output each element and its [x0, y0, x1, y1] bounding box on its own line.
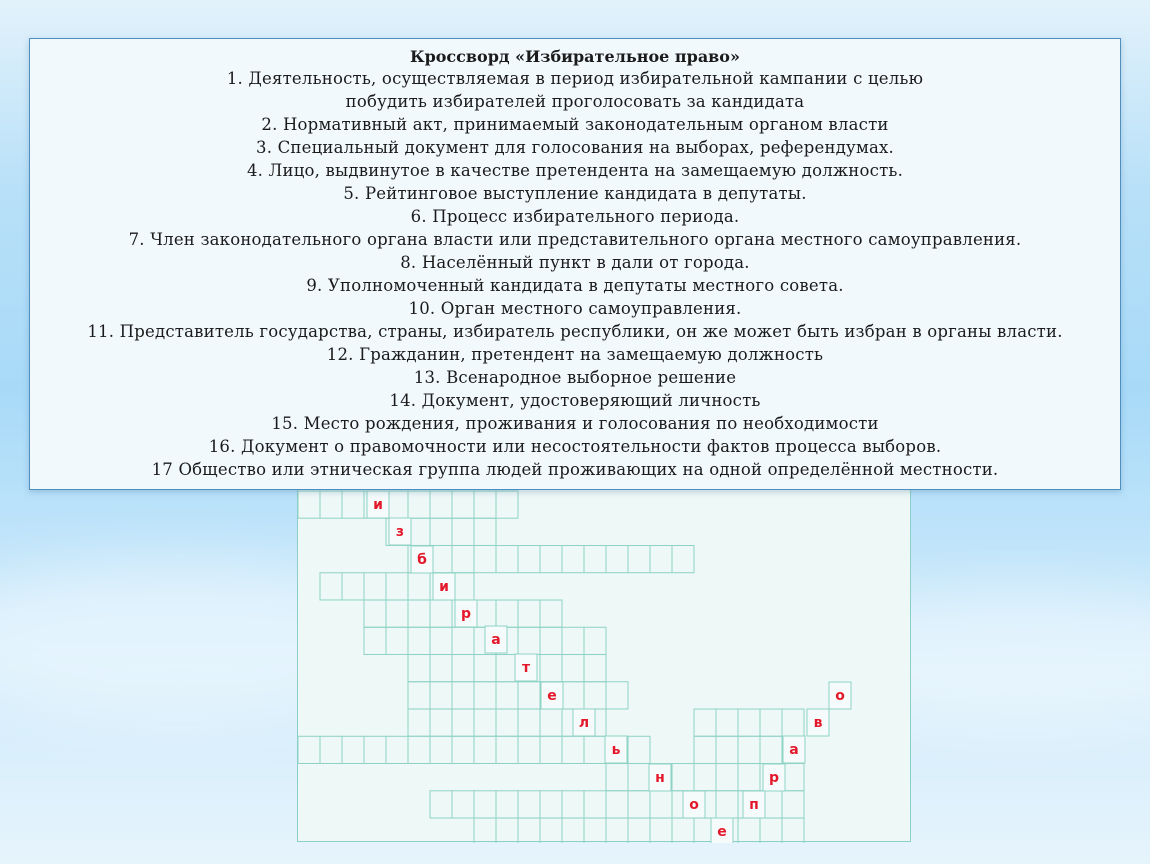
keyword-letter: и: [373, 497, 383, 513]
grid-cell[interactable]: [496, 709, 518, 736]
grid-cell[interactable]: [562, 627, 584, 654]
grid-cell[interactable]: [562, 655, 584, 682]
grid-cell[interactable]: [650, 546, 672, 573]
grid-cell[interactable]: [606, 546, 628, 573]
grid-cell[interactable]: [694, 709, 716, 736]
grid-cell[interactable]: [320, 736, 342, 763]
keyword-letter: з: [395, 524, 405, 540]
grid-cell[interactable]: [518, 600, 540, 627]
grid-cell[interactable]: [430, 627, 452, 654]
grid-cell[interactable]: [364, 736, 386, 763]
grid-cell[interactable]: [716, 764, 738, 791]
grid-cell[interactable]: [298, 491, 320, 518]
grid-cell[interactable]: [650, 791, 672, 818]
grid-cell[interactable]: [474, 736, 496, 763]
grid-cell[interactable]: [518, 709, 540, 736]
keyword-letter: р: [460, 606, 472, 622]
grid-cell[interactable]: [386, 736, 408, 763]
grid-cell[interactable]: [452, 791, 474, 818]
grid-cell[interactable]: [606, 682, 628, 709]
clue-line: 17 Общество или этническая группа людей проживающих на одной определённой местности.: [151, 460, 999, 479]
grid-cell[interactable]: [342, 736, 364, 763]
grid-cell[interactable]: [628, 791, 650, 818]
grid-cell[interactable]: [496, 736, 518, 763]
clue-list: [30, 67, 1120, 481]
grid-cell[interactable]: [496, 682, 518, 709]
grid-cell[interactable]: [672, 546, 694, 573]
grid-cell[interactable]: [738, 818, 760, 843]
clues-card: [29, 38, 1121, 490]
grid-cell[interactable]: [452, 518, 474, 545]
grid-cell[interactable]: [320, 491, 342, 518]
grid-cell[interactable]: [474, 818, 496, 843]
grid-cell[interactable]: [408, 573, 430, 600]
grid-cell[interactable]: [496, 600, 518, 627]
keyword-letter: е: [717, 824, 727, 840]
clue-line: 2. Нормативный акт, принимаемый законодательным органом власти: [261, 115, 889, 134]
keyword-letter: п: [749, 797, 759, 813]
grid-cell[interactable]: [584, 655, 606, 682]
grid-cell[interactable]: [672, 764, 694, 791]
grid-cell[interactable]: [518, 736, 540, 763]
grid-cell[interactable]: [342, 573, 364, 600]
grid-cell[interactable]: [452, 709, 474, 736]
clue-line: 1. Деятельность, осуществляемая в период избирательной кампании с целью: [226, 69, 924, 88]
grid-cell[interactable]: [782, 818, 804, 843]
grid-cell[interactable]: [540, 709, 562, 736]
grid-cell[interactable]: [386, 627, 408, 654]
grid-cell[interactable]: [760, 818, 782, 843]
grid-cell[interactable]: [474, 709, 496, 736]
clue-line: 9. Уполномоченный кандидата в депутаты местного совета.: [306, 276, 844, 295]
clue-line: 13. Всенародное выборное решение: [413, 368, 737, 387]
grid-cell[interactable]: [628, 818, 650, 843]
grid-cell[interactable]: [408, 491, 430, 518]
keyword-letter: л: [578, 715, 590, 731]
keyword-letter: ь: [611, 742, 621, 758]
grid-cell[interactable]: [694, 764, 716, 791]
grid-cell[interactable]: [540, 600, 562, 627]
grid-cell[interactable]: [540, 655, 562, 682]
clue-line: 5. Рейтинговое выступление кандидата в депутаты.: [343, 184, 807, 203]
grid-cell[interactable]: [694, 736, 716, 763]
grid-cell[interactable]: [496, 491, 518, 518]
keyword-letter: н: [655, 770, 665, 786]
grid-cell[interactable]: [782, 791, 804, 818]
clue-line: 14. Документ, удостоверяющий личность: [389, 391, 761, 410]
grid-cell[interactable]: [518, 682, 540, 709]
grid-cell[interactable]: [562, 736, 584, 763]
grid-cell[interactable]: [760, 709, 782, 736]
grid-cell[interactable]: [562, 791, 584, 818]
grid-cell[interactable]: [430, 709, 452, 736]
grid-cell[interactable]: [430, 736, 452, 763]
grid-cell[interactable]: [408, 655, 430, 682]
grid-cell[interactable]: [540, 818, 562, 843]
grid-cell[interactable]: [408, 682, 430, 709]
grid-cell[interactable]: [298, 736, 320, 763]
grid-cell[interactable]: [628, 764, 650, 791]
grid-cell[interactable]: [760, 736, 782, 763]
grid-cell[interactable]: [518, 818, 540, 843]
clue-line: 8. Населённый пункт в дали от города.: [400, 253, 750, 272]
grid-cell[interactable]: [562, 546, 584, 573]
grid-cell[interactable]: [430, 518, 452, 545]
clue-line: побудить избирателей проголосовать за кандидата: [345, 92, 805, 111]
grid-cell[interactable]: [474, 546, 496, 573]
grid-cell[interactable]: [430, 600, 452, 627]
clue-line: 12. Гражданин, претендент на замещаемую должность: [326, 345, 824, 364]
grid-cell[interactable]: [584, 736, 606, 763]
grid-cell[interactable]: [474, 518, 496, 545]
grid-cell[interactable]: [606, 791, 628, 818]
clue-line: 16. Документ о правомочности или несостоятельности фактов процесса выборов.: [208, 437, 942, 456]
keyword-letter: т: [521, 660, 531, 676]
crossword-title: Кроссворд «Избирательное право»: [410, 47, 740, 66]
grid-cell[interactable]: [452, 491, 474, 518]
grid-cell[interactable]: [496, 791, 518, 818]
grid-cell[interactable]: [606, 764, 628, 791]
grid-cell[interactable]: [430, 791, 452, 818]
grid-cell[interactable]: [540, 546, 562, 573]
grid-cell[interactable]: [562, 818, 584, 843]
grid-cell[interactable]: [540, 627, 562, 654]
grid-cell[interactable]: [540, 736, 562, 763]
grid-cell[interactable]: [650, 818, 672, 843]
grid-cell[interactable]: [540, 791, 562, 818]
grid-cell[interactable]: [584, 791, 606, 818]
grid-cell[interactable]: [430, 682, 452, 709]
grid-cell[interactable]: [452, 655, 474, 682]
keyword-letter: а: [789, 742, 799, 758]
grid-cell[interactable]: [452, 682, 474, 709]
grid-cell[interactable]: [518, 546, 540, 573]
grid-cell[interactable]: [408, 736, 430, 763]
grid-cell[interactable]: [584, 627, 606, 654]
grid-cell[interactable]: [584, 546, 606, 573]
grid-cell[interactable]: [320, 573, 342, 600]
grid-cell[interactable]: [562, 682, 584, 709]
grid-cell[interactable]: [474, 682, 496, 709]
keyword-letter: б: [417, 552, 427, 568]
grid-cell[interactable]: [716, 736, 738, 763]
grid-cell[interactable]: [738, 736, 760, 763]
grid-cell[interactable]: [364, 627, 386, 654]
grid-cell[interactable]: [584, 682, 606, 709]
grid-cell[interactable]: [496, 818, 518, 843]
grid-cell[interactable]: [364, 600, 386, 627]
grid-cell[interactable]: [452, 546, 474, 573]
grid-cell[interactable]: [518, 791, 540, 818]
grid-cell[interactable]: [738, 709, 760, 736]
grid-cell[interactable]: [364, 573, 386, 600]
grid-cell[interactable]: [474, 655, 496, 682]
clue-line: 15. Место рождения, проживания и голосования по необходимости: [271, 414, 879, 433]
clue-line: 11. Представитель государства, страны, избиратель республики, он же может быть избран в органы власти.: [87, 322, 1063, 341]
crossword-grid-panel: [297, 478, 911, 842]
keyword-letter: о: [689, 797, 699, 813]
clue-line: 10. Орган местного самоуправления.: [408, 299, 742, 318]
grid-cell[interactable]: [672, 818, 694, 843]
crossword-grid: [298, 479, 912, 843]
grid-cell[interactable]: [452, 736, 474, 763]
grid-cell[interactable]: [474, 791, 496, 818]
clue-line: 4. Лицо, выдвинутое в качестве претендента на замещаемую должность.: [246, 161, 904, 180]
grid-cell[interactable]: [518, 627, 540, 654]
keyword-letter: и: [439, 579, 449, 595]
grid-cell[interactable]: [782, 709, 804, 736]
clue-line: 7. Член законодательного органа власти или представительного органа местного самоуправления.: [128, 230, 1022, 249]
keyword-letter: е: [547, 688, 557, 704]
grid-cell[interactable]: [716, 791, 738, 818]
grid-cell[interactable]: [386, 600, 408, 627]
grid-cell[interactable]: [628, 736, 650, 763]
grid-cell[interactable]: [408, 600, 430, 627]
grid-cell[interactable]: [430, 655, 452, 682]
grid-cell[interactable]: [386, 573, 408, 600]
grid-cell[interactable]: [452, 627, 474, 654]
grid-cell[interactable]: [474, 491, 496, 518]
keyword-letter: а: [491, 632, 501, 648]
keyword-letter: в: [813, 715, 823, 731]
clue-line: 3. Специальный документ для голосования на выборах, референдумах.: [256, 138, 894, 157]
grid-cell[interactable]: [628, 546, 650, 573]
grid-cell[interactable]: [738, 764, 760, 791]
keyword-letter: р: [768, 770, 780, 786]
keyword-letter: о: [835, 688, 845, 704]
grid-cell[interactable]: [584, 818, 606, 843]
grid-cell[interactable]: [716, 709, 738, 736]
grid-cell[interactable]: [408, 709, 430, 736]
grid-cell[interactable]: [496, 546, 518, 573]
clue-line: 6. Процесс избирательного периода.: [410, 207, 740, 226]
grid-cell[interactable]: [430, 491, 452, 518]
grid-cell[interactable]: [606, 818, 628, 843]
grid-cell[interactable]: [408, 627, 430, 654]
grid-cell[interactable]: [342, 491, 364, 518]
